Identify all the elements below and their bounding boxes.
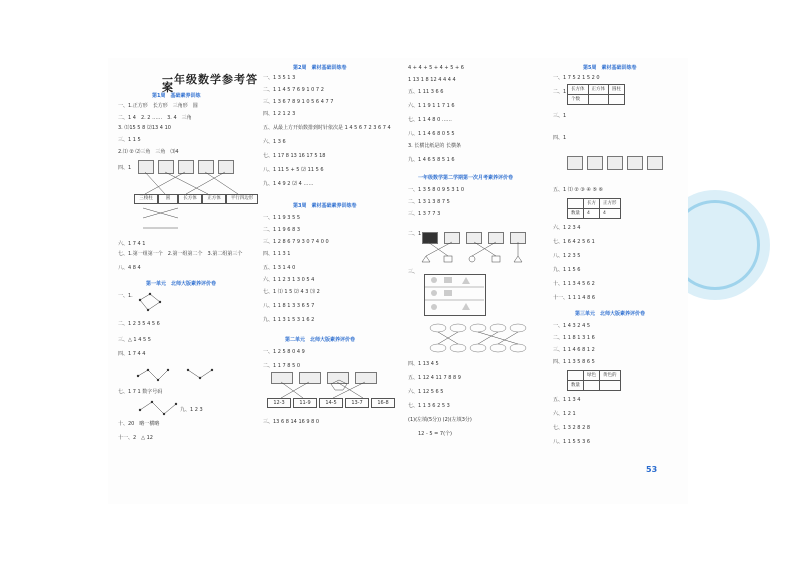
answer-line: 三、1 2 8 6 7 9 3 0 7 4 0 0 <box>263 239 329 245</box>
answer-line: 三、1 1 5 <box>118 137 141 143</box>
answer-line: 八、1 1 8 1 3 3 6 5 7 <box>263 303 315 309</box>
answer-line: (1)(左填(5分)) (2)(左填3分) <box>408 417 472 423</box>
answer-line: 十一、2 △ 12 <box>118 435 153 441</box>
answer-line: 七、1 6 4 2 5 6 1 <box>553 239 595 245</box>
section-heading: 第1周 基础素养训练 <box>152 93 201 99</box>
answer-line: 四、1 1 3 1 <box>263 251 291 257</box>
answer-line: 三、1 3 7 7 3 <box>408 211 441 217</box>
answer-line: 二、1 3 1 3 8 7 5 <box>408 199 450 205</box>
section-heading: 第三单元 北师大版素养评价卷 <box>575 311 646 317</box>
section-heading: 第二单元 北师大版素养评价卷 <box>285 337 356 343</box>
answer-line: 七、1.第一组第一个 2.第一组第二个 3.第二组第三个 <box>118 251 243 257</box>
answer-line: 十、1 1 3 4 5 6 2 <box>553 281 595 287</box>
answer-line: 3. 长横比纸是的 长横条 <box>408 143 461 149</box>
answer-line: 五、1 ⑴ ② ③ ④ ⑤ ⑥ <box>553 187 604 193</box>
object-image <box>587 156 603 170</box>
answer-line: 八、1 11 5 + 5 ⑵ 11 5 6 <box>263 167 324 173</box>
table-cell: 长方 <box>584 199 600 209</box>
object-image <box>647 156 663 170</box>
answer-line: 二、1 1 4 5 7 6 9 1 0 7 2 <box>263 87 324 93</box>
table-cell: 4 <box>600 209 621 219</box>
answer-sheet <box>108 58 688 504</box>
answer-line: 六、1 2 1 <box>553 411 576 417</box>
answer-line: 12 - 5 = 7(个) <box>418 431 452 437</box>
answer-line: 七、1 3 2 8 2 8 <box>553 425 591 431</box>
answer-line: 六、1 3 6 <box>263 139 286 145</box>
answer-line: 六、1 1 2 3 1 3 0 5 4 <box>263 277 315 283</box>
table-cell: 长方体 <box>568 85 589 95</box>
answer-line: 十一、1 1 1 4 8 6 <box>553 295 596 301</box>
column-4 <box>553 58 693 498</box>
answer-line: 三、1 <box>553 113 567 119</box>
answer-line: 二、1 1 9 6 8 3 <box>263 227 301 233</box>
table-cell: 圆柱 <box>609 85 625 95</box>
object-image <box>627 156 643 170</box>
equation-card: 14-5 <box>319 398 343 408</box>
answer-line: 三、△ 1 4 5 5 <box>118 337 151 343</box>
answer-line: 二、1 2 3 5 4 5 6 <box>118 321 160 327</box>
answer-line: 二、1 <box>408 231 422 237</box>
answer-line: 四、1 1 3 5 8 6 5 <box>553 359 595 365</box>
table-cell: 个数 <box>568 95 589 105</box>
answer-line: 1 13 1 8 12 4 4 4 4 <box>408 77 456 83</box>
equation-card: 12-3 <box>267 398 291 408</box>
shape-label: 三棱柱 <box>134 194 158 204</box>
shape-label: 圆 <box>158 194 178 204</box>
answer-line: 九、1 1 5 6 <box>553 267 581 273</box>
answer-line: 一、1. <box>118 293 133 299</box>
answer-line: 一、1 3 5 8 0 9 5 3 1 0 <box>408 187 465 193</box>
answer-line: 四、1 2 1 2 3 <box>263 111 296 117</box>
answer-line: 二、1 4 2. 2 …… 3. 4 三角 <box>118 115 192 121</box>
answer-line: 一、1 4 3 2 4 5 <box>553 323 591 329</box>
count-table <box>567 198 621 219</box>
answer-line: 五、1 1 3 4 <box>553 397 581 403</box>
answer-line: 五、1 12 4 11 7 8 8 9 <box>408 375 461 381</box>
table-cell <box>609 95 625 105</box>
table-cell <box>568 199 584 209</box>
table-cell: 黄色的 <box>600 371 621 381</box>
answer-line: 一、1 1 9 3 5 5 <box>263 215 301 221</box>
answer-line: 六、1 12 5 6 5 <box>408 389 444 395</box>
table-cell: 数量 <box>568 209 584 219</box>
answer-line: 二、1 1 8 1 3 1 6 <box>553 335 595 341</box>
shape-label: 平行四边形 <box>226 194 258 204</box>
table-cell <box>584 381 600 391</box>
table-cell <box>568 371 584 381</box>
answer-line: 四、1 7 4 4 <box>118 351 146 357</box>
answer-line: 八、4 8 4 <box>118 265 141 271</box>
answer-line: 八、1 1 5 5 3 6 <box>553 439 591 445</box>
answer-line: 3. ⑴15 5 8 ⑵13 4 10 <box>118 125 171 131</box>
column-2 <box>263 58 403 498</box>
page-number: 53 <box>646 465 658 474</box>
answer-line: 八、1 1 4 6 8 0 5 5 <box>408 131 455 137</box>
section-heading: 一年级数学第二学期第一次月考素养评价卷 <box>418 175 514 181</box>
table-cell <box>588 95 609 105</box>
answer-line: 九、1 4 6 5 8 5 1 6 <box>408 157 455 163</box>
answer-line: 六、1 7 4 1 <box>118 241 146 247</box>
column-3 <box>408 58 548 498</box>
section-heading: 第5周 素材基础训练卷 <box>583 65 637 71</box>
table-cell: 4 <box>584 209 600 219</box>
answer-line: 二、1 <box>553 89 567 95</box>
answer-line: 2.⑴ ② ⑵三角 三角 ⑶4 <box>118 149 179 155</box>
equation-card: 11-9 <box>293 398 317 408</box>
answer-line: 九、1 1 3 1 5 3 1 6 2 <box>263 317 315 323</box>
answer-line: 五、从最上方开始数排到时针依次是 1 4 5 6 7 2 3 6 7 4 <box>263 125 391 131</box>
answer-line: 一、1 7 5 2 1 5 2 0 <box>553 75 600 81</box>
answer-line: 三、 <box>408 269 419 275</box>
section-heading: 第2周 素材基础训练卷 <box>293 65 347 71</box>
answer-line: 六、1 1 9 1 1 7 1 6 <box>408 103 455 109</box>
page-title: 一年级数学参考答案 <box>162 73 258 94</box>
answer-line: 三、1 1 4 6 8 1 2 <box>553 347 595 353</box>
equation-card: 13-7 <box>345 398 369 408</box>
object-image <box>567 156 583 170</box>
shape-label: 正方体 <box>202 194 226 204</box>
answer-line: 三、13 6 8 14 16 9 8 0 <box>263 419 320 425</box>
answer-line: 四、1 <box>118 165 132 171</box>
answer-line: 六、1 2 3 4 <box>553 225 581 231</box>
table-cell: 正方形 <box>600 199 621 209</box>
count-table <box>567 370 621 391</box>
dot-diagram <box>118 58 258 458</box>
answer-line: 九、1 2 3 <box>180 407 203 413</box>
equation-card: 16-8 <box>371 398 395 408</box>
answer-line: 十、20 略一横略 <box>118 421 160 427</box>
answer-line: 七、1 ⑴ 1 5 ⑵ 4 3 ⑶ 2 <box>263 289 320 295</box>
answer-line: 一、1 3 5 1 3 <box>263 75 296 81</box>
table-cell <box>600 381 621 391</box>
answer-line: 四、1 <box>553 135 567 141</box>
shape-grid-lines <box>408 58 548 458</box>
answer-line: 二、1 1 7 8 5 0 <box>263 363 301 369</box>
section-heading: 第一单元 北师大版素养评价卷 <box>146 281 217 287</box>
section-heading: 第3周 素材基础素养训练卷 <box>293 203 357 209</box>
shape-label: 长方体 <box>178 194 202 204</box>
answer-line: 三、1 3 6 7 8 9 1 0 5 6 4 7 7 <box>263 99 334 105</box>
object-image <box>607 156 623 170</box>
answer-line: 五、1 3 1 4 0 <box>263 265 296 271</box>
table-cell: 数量 <box>568 381 584 391</box>
table-cell: 绿色 <box>584 371 600 381</box>
answer-line: 八、1 2 3 5 <box>553 253 581 259</box>
answer-line: 4 + 4 + 5 + 4 + 5 + 6 <box>408 65 464 71</box>
answer-line: 九、1 4 9 2 ⑵ 4 …… <box>263 181 314 187</box>
column-1 <box>118 58 258 498</box>
answer-line: 一、1 2 5 8 0 4 9 <box>263 349 305 355</box>
answer-line: 七、1 17 8 13 16 17 5 18 <box>263 153 326 159</box>
answer-line: 七、1 1 3 6 2 5 3 <box>408 403 450 409</box>
table-cell: 正方体 <box>588 85 609 95</box>
answer-line: 七、1 1 4 8 0 …… <box>408 117 452 123</box>
answer-line: 五、1 11 3 6 6 <box>408 89 444 95</box>
count-table <box>567 84 625 105</box>
answer-line: 七、1 7 1 数字号码 <box>118 389 163 395</box>
answer-line: 四、1 13 4 5 <box>408 361 439 367</box>
answer-line: 一、1.正方形 长方形 三角形 圆 <box>118 103 198 109</box>
